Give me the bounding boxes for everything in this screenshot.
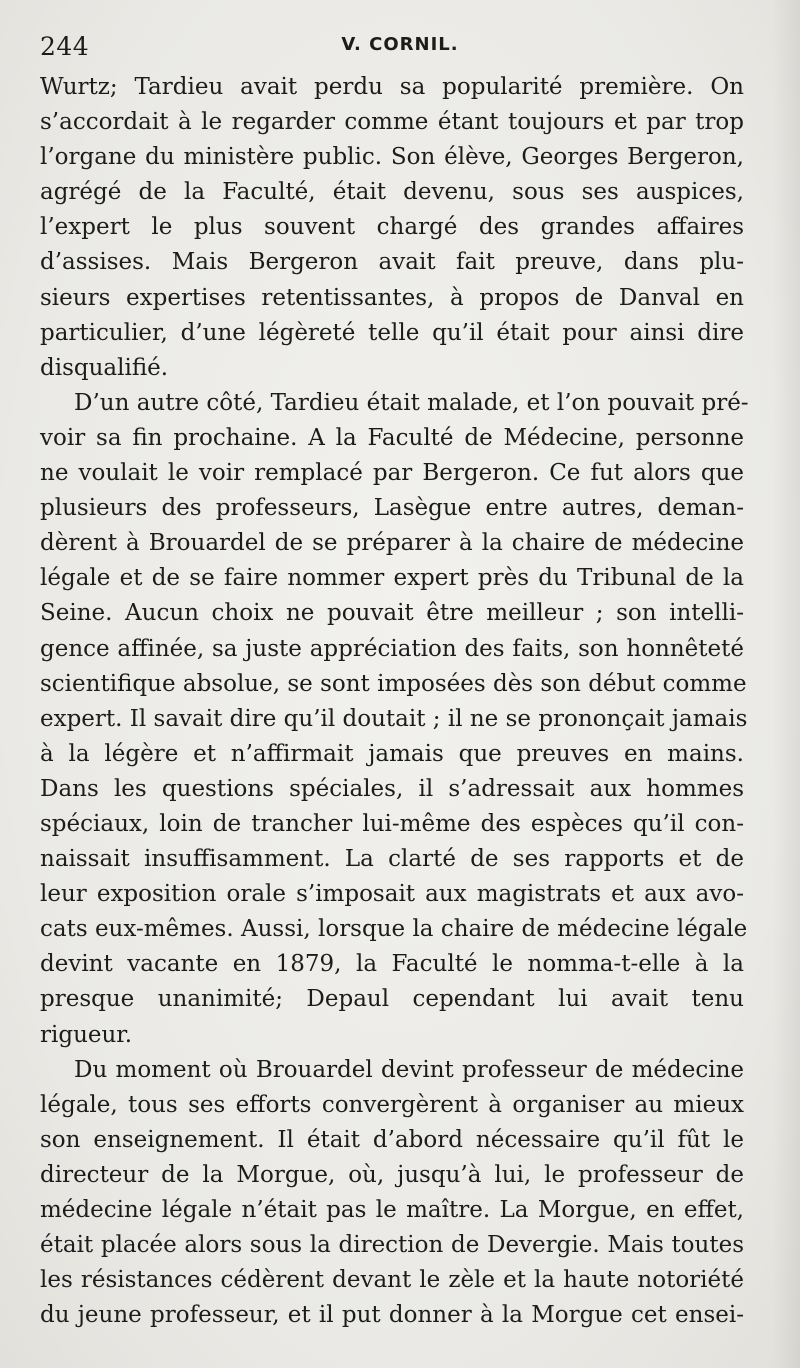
text-line: voir sa fin prochaine. A la Faculté de Médecine, personne — [40, 424, 744, 451]
text-line: leur exposition orale s’imposait aux magistrats et aux avo- — [40, 881, 744, 908]
text-line: dèrent à Brouardel de se préparer à la chaire de médecine — [40, 530, 744, 557]
text-line: médecine légale n’était pas le maître. La Morgue, en effet, — [40, 1197, 744, 1223]
text-line: son enseignement. Il était d’abord nécessaire qu’il fût le — [40, 1126, 744, 1153]
text-line: rigueur. — [40, 1021, 133, 1048]
text-line: scientifique absolue, se sont imposées dès son début comme — [40, 670, 747, 697]
text-line: agrégé de la Faculté, était devenu, sous ses auspices, — [40, 179, 744, 206]
text-line: Du moment où Brouardel devint professeur de médecine — [74, 1056, 744, 1083]
text-line: gence affinée, sa juste appréciation des faits, son honnêteté — [40, 635, 744, 662]
text-line: à la légère et n’affirmait jamais que preuves en mains. — [40, 740, 744, 767]
text-line: cats eux-mêmes. Aussi, lorsque la chaire de médecine légale — [40, 916, 748, 943]
text-line: l’expert le plus souvent chargé des grandes affaires — [40, 214, 744, 241]
text-line: s’accordait à le regarder comme étant toujours et par trop — [40, 109, 744, 136]
text-line: d’assises. Mais Bergeron avait fait preuve, dans plu- — [40, 249, 744, 276]
running-title: V. CORNIL. — [341, 34, 459, 55]
text-line: ne voulait le voir remplacé par Bergeron. Ce fut alors que — [40, 460, 744, 487]
text-line: sieurs expertises retentissantes, à propos de Danval en — [40, 284, 744, 311]
page-header — [0, 30, 800, 66]
text-line: Wurtz; Tardieu avait perdu sa popularité première. On — [40, 74, 744, 100]
text-line: directeur de la Morgue, où, jusqu’à lui, le professeur de — [40, 1161, 744, 1188]
text-line: plusieurs des professeurs, Lasègue entre autres, deman- — [40, 495, 744, 522]
text-line: expert. Il savait dire qu’il doutait ; il ne se prononçait jamais — [40, 705, 748, 732]
text-line: D’un autre côté, Tardieu était malade, et l’on pouvait pré- — [74, 389, 749, 416]
text-line: était placée alors sous la direction de Devergie. Mais toutes — [40, 1232, 744, 1259]
text-line: Dans les questions spéciales, il s’adressait aux hommes — [40, 775, 744, 802]
text-line: du jeune professeur, et il put donner à la Morgue cet ensei- — [40, 1302, 744, 1329]
text-line: les résistances cédèrent devant le zèle et la haute notoriété — [40, 1267, 744, 1294]
text-line: légale, tous ses efforts convergèrent à organiser au mieux — [40, 1091, 744, 1118]
text-line: spéciaux, loin de trancher lui-même des espèces qu’il con- — [40, 810, 744, 837]
page-number: 244 — [40, 32, 90, 61]
text-line: Seine. Aucun choix ne pouvait être meilleur ; son intelli- — [40, 600, 744, 627]
text-line: presque unanimité; Depaul cependant lui avait tenu — [40, 986, 744, 1013]
body-text — [40, 70, 749, 1333]
text-line: naissait insuffisamment. La clarté de ses rapports et de — [40, 846, 744, 873]
text-line: devint vacante en 1879, la Faculté le nomma-t-elle à la — [40, 951, 744, 978]
text-line: disqualifié. — [40, 354, 169, 381]
text-line: légale et de se faire nommer expert près du Tribunal de la — [40, 565, 744, 592]
text-line: l’organe du ministère public. Son élève, Georges Bergeron, — [40, 144, 744, 171]
text-line: particulier, d’une légèreté telle qu’il était pour ainsi dire — [40, 319, 744, 346]
